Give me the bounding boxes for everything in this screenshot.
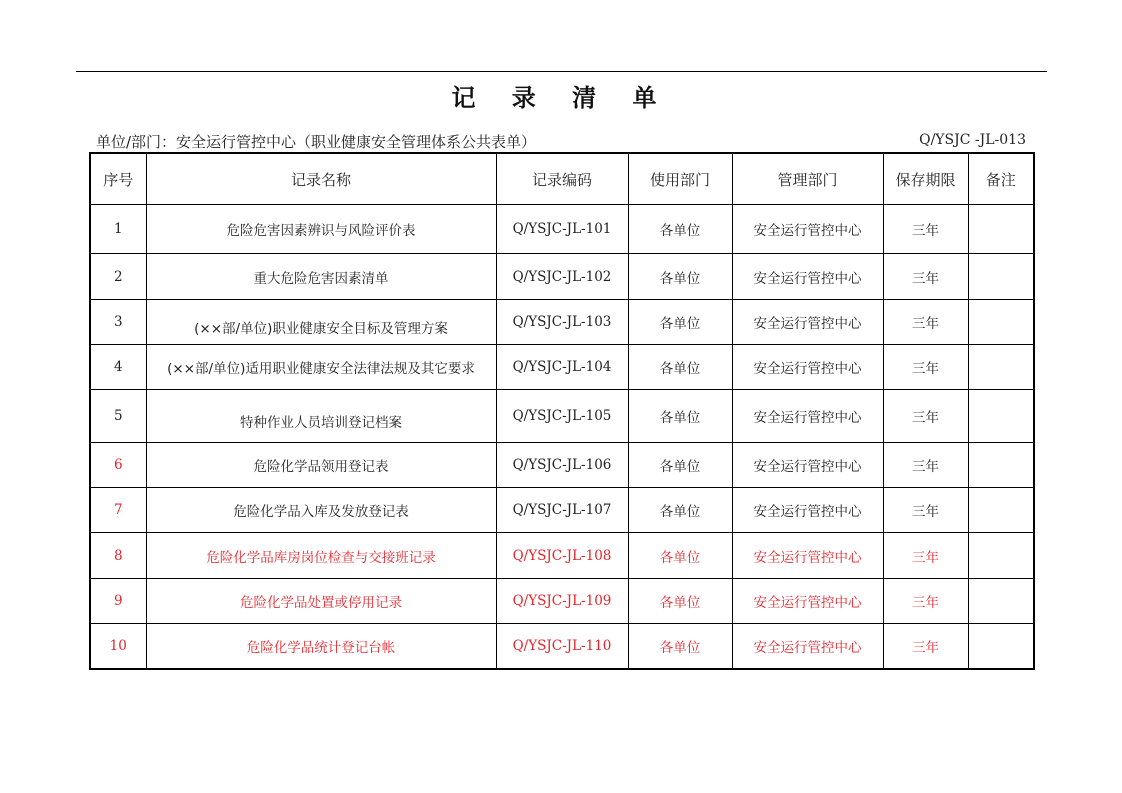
cell-code: Q/YSJC-JL-108 bbox=[496, 533, 628, 579]
cell-user-dept: 各单位 bbox=[628, 579, 732, 624]
cell-mgmt-dept: 安全运行管控中心 bbox=[732, 345, 883, 390]
cell-code: Q/YSJC-JL-106 bbox=[496, 443, 628, 488]
table-row bbox=[90, 205, 1034, 254]
cell-note bbox=[968, 579, 1034, 624]
column-header-note: 备注 bbox=[968, 153, 1034, 205]
cell-code: Q/YSJC-JL-105 bbox=[496, 390, 628, 443]
cell-period: 三年 bbox=[883, 579, 968, 624]
column-header-code: 记录编码 bbox=[496, 153, 628, 205]
cell-note bbox=[968, 443, 1034, 488]
cell-mgmt-dept: 安全运行管控中心 bbox=[732, 488, 883, 533]
cell-note bbox=[968, 533, 1034, 579]
cell-period: 三年 bbox=[883, 300, 968, 345]
table-row bbox=[90, 624, 1034, 669]
cell-mgmt-dept: 安全运行管控中心 bbox=[732, 579, 883, 624]
records-table bbox=[89, 152, 1035, 670]
cell-note bbox=[968, 345, 1034, 390]
cell-period: 三年 bbox=[883, 533, 968, 579]
cell-name: 危险化学品库房岗位检查与交接班记录 bbox=[146, 533, 496, 579]
cell-no: 6 bbox=[90, 443, 146, 488]
cell-user-dept: 各单位 bbox=[628, 488, 732, 533]
cell-no: 10 bbox=[90, 624, 146, 669]
cell-name: 危险化学品处置或停用记录 bbox=[146, 579, 496, 624]
column-header-name: 记录名称 bbox=[146, 153, 496, 205]
cell-code: Q/YSJC-JL-104 bbox=[496, 345, 628, 390]
cell-note bbox=[968, 254, 1034, 300]
cell-no: 9 bbox=[90, 579, 146, 624]
table-row bbox=[90, 254, 1034, 300]
cell-mgmt-dept: 安全运行管控中心 bbox=[732, 390, 883, 443]
column-header-period: 保存期限 bbox=[883, 153, 968, 205]
unit-department-line: 单位/部门：安全运行管控中心（职业健康安全管理体系公共表单） bbox=[96, 133, 537, 151]
cell-no: 5 bbox=[90, 390, 146, 443]
cell-no: 3 bbox=[90, 300, 146, 345]
cell-no: 2 bbox=[90, 254, 146, 300]
cell-mgmt-dept: 安全运行管控中心 bbox=[732, 300, 883, 345]
column-header-no: 序号 bbox=[90, 153, 146, 205]
cell-code: Q/YSJC-JL-109 bbox=[496, 579, 628, 624]
cell-note bbox=[968, 488, 1034, 533]
cell-name: 危险化学品统计登记台帐 bbox=[146, 624, 496, 669]
header-rule bbox=[76, 71, 1047, 72]
cell-mgmt-dept: 安全运行管控中心 bbox=[732, 533, 883, 579]
cell-name: 特种作业人员培训登记档案 bbox=[146, 390, 496, 443]
cell-note bbox=[968, 300, 1034, 345]
cell-period: 三年 bbox=[883, 345, 968, 390]
cell-mgmt-dept: 安全运行管控中心 bbox=[732, 205, 883, 254]
cell-user-dept: 各单位 bbox=[628, 624, 732, 669]
cell-user-dept: 各单位 bbox=[628, 205, 732, 254]
cell-code: Q/YSJC-JL-103 bbox=[496, 300, 628, 345]
cell-user-dept: 各单位 bbox=[628, 533, 732, 579]
cell-no: 7 bbox=[90, 488, 146, 533]
cell-code: Q/YSJC-JL-102 bbox=[496, 254, 628, 300]
cell-name: (××部/单位)职业健康安全目标及管理方案 bbox=[146, 300, 496, 345]
column-header-mgmt-dept: 管理部门 bbox=[732, 153, 883, 205]
cell-code: Q/YSJC-JL-101 bbox=[496, 205, 628, 254]
cell-mgmt-dept: 安全运行管控中心 bbox=[732, 254, 883, 300]
document-title: 记 录 清 单 bbox=[451, 84, 671, 112]
cell-user-dept: 各单位 bbox=[628, 254, 732, 300]
column-header-user-dept: 使用部门 bbox=[628, 153, 732, 205]
cell-note bbox=[968, 390, 1034, 443]
table-row bbox=[90, 300, 1034, 345]
table-header-row bbox=[90, 153, 1034, 205]
table-row bbox=[90, 579, 1034, 624]
document-code: Q/YSJC -JL-013 bbox=[919, 132, 1026, 148]
table-row bbox=[90, 390, 1034, 443]
cell-name: 危险危害因素辨识与风险评价表 bbox=[146, 205, 496, 254]
cell-name: 重大危险危害因素清单 bbox=[146, 254, 496, 300]
cell-name: 危险化学品入库及发放登记表 bbox=[146, 488, 496, 533]
cell-name: 危险化学品领用登记表 bbox=[146, 443, 496, 488]
cell-period: 三年 bbox=[883, 488, 968, 533]
cell-mgmt-dept: 安全运行管控中心 bbox=[732, 443, 883, 488]
cell-no: 1 bbox=[90, 205, 146, 254]
cell-period: 三年 bbox=[883, 205, 968, 254]
cell-period: 三年 bbox=[883, 254, 968, 300]
cell-user-dept: 各单位 bbox=[628, 443, 732, 488]
cell-period: 三年 bbox=[883, 624, 968, 669]
cell-code: Q/YSJC-JL-107 bbox=[496, 488, 628, 533]
cell-no: 8 bbox=[90, 533, 146, 579]
cell-period: 三年 bbox=[883, 390, 968, 443]
cell-period: 三年 bbox=[883, 443, 968, 488]
cell-no: 4 bbox=[90, 345, 146, 390]
cell-note bbox=[968, 205, 1034, 254]
cell-mgmt-dept: 安全运行管控中心 bbox=[732, 624, 883, 669]
cell-code: Q/YSJC-JL-110 bbox=[496, 624, 628, 669]
cell-user-dept: 各单位 bbox=[628, 390, 732, 443]
cell-name: (××部/单位)适用职业健康安全法律法规及其它要求 bbox=[146, 345, 496, 390]
cell-note bbox=[968, 624, 1034, 669]
cell-user-dept: 各单位 bbox=[628, 300, 732, 345]
table-row bbox=[90, 345, 1034, 390]
table-row bbox=[90, 488, 1034, 533]
table-row bbox=[90, 533, 1034, 579]
table-row bbox=[90, 443, 1034, 488]
cell-user-dept: 各单位 bbox=[628, 345, 732, 390]
